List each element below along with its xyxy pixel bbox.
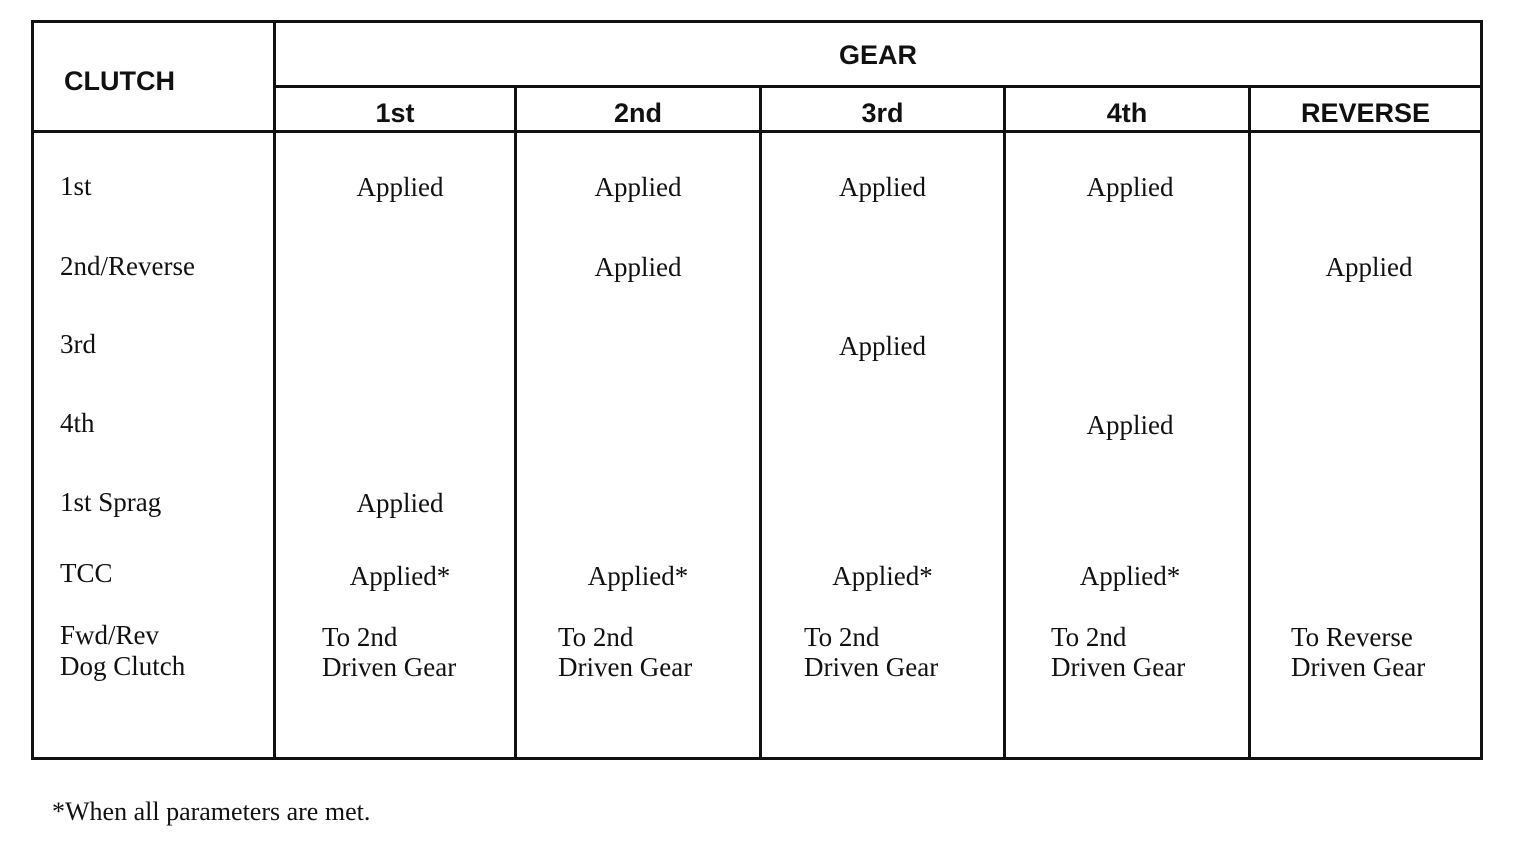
gear-header-divider [273, 85, 1483, 88]
dog-clutch-cell-line1: To Reverse [1291, 622, 1413, 652]
row-label-4th: 4th [60, 408, 95, 438]
table-cell: Applied [1086, 410, 1174, 440]
dog-clutch-cell-line1: To 2nd [322, 622, 398, 652]
row-label-dog-clutch-line1: Fwd/Rev [60, 620, 160, 650]
dog-clutch-cell-line2: Driven Gear [1051, 652, 1186, 682]
dog-clutch-cell-line1: To 2nd [1051, 622, 1127, 652]
table-cell: Applied [594, 252, 682, 282]
gear-column-header-2nd: 2nd [613, 98, 662, 128]
table-cell: Applied [839, 172, 926, 202]
table-cell: Applied* [1079, 561, 1181, 591]
gear-column-header-3rd: 3rd [861, 98, 904, 128]
table-cell: Applied [1325, 252, 1413, 282]
row-label-2nd-reverse: 2nd/Reverse [60, 251, 195, 281]
header-bottom-divider [31, 130, 1483, 133]
gear-group-header: GEAR [838, 40, 917, 70]
dog-clutch-cell-line2: Driven Gear [804, 652, 939, 682]
dog-clutch-cell-line2: Driven Gear [1291, 652, 1426, 682]
row-label-1st-sprag: 1st Sprag [60, 487, 162, 517]
table-cell: Applied [594, 172, 682, 202]
footnote: *When all parameters are met. [52, 797, 371, 826]
table-cell: Applied [839, 331, 926, 361]
gear-column-header-4th: 4th [1106, 98, 1148, 128]
table-cell: Applied [356, 172, 444, 202]
gear-column-header-1st: 1st [375, 98, 415, 128]
row-label-1st: 1st [60, 171, 92, 201]
row-label-dog-clutch-line2: Dog Clutch [60, 651, 186, 681]
row-label-tcc: TCC [60, 558, 113, 588]
dog-clutch-cell-line1: To 2nd [804, 622, 880, 652]
dog-clutch-cell-line2: Driven Gear [558, 652, 693, 682]
gear-column-header-reverse: REVERSE [1300, 98, 1431, 128]
row-label-3rd: 3rd [60, 329, 96, 359]
dog-clutch-cell-line2: Driven Gear [322, 652, 457, 682]
table-cell: Applied* [587, 561, 689, 591]
dog-clutch-cell-line1: To 2nd [558, 622, 634, 652]
clutch-column-header: CLUTCH [64, 66, 175, 96]
table-cell: Applied [1086, 172, 1174, 202]
table-cell: Applied [356, 488, 444, 518]
table-cell: Applied* [832, 561, 933, 591]
table-cell: Applied* [349, 561, 451, 591]
